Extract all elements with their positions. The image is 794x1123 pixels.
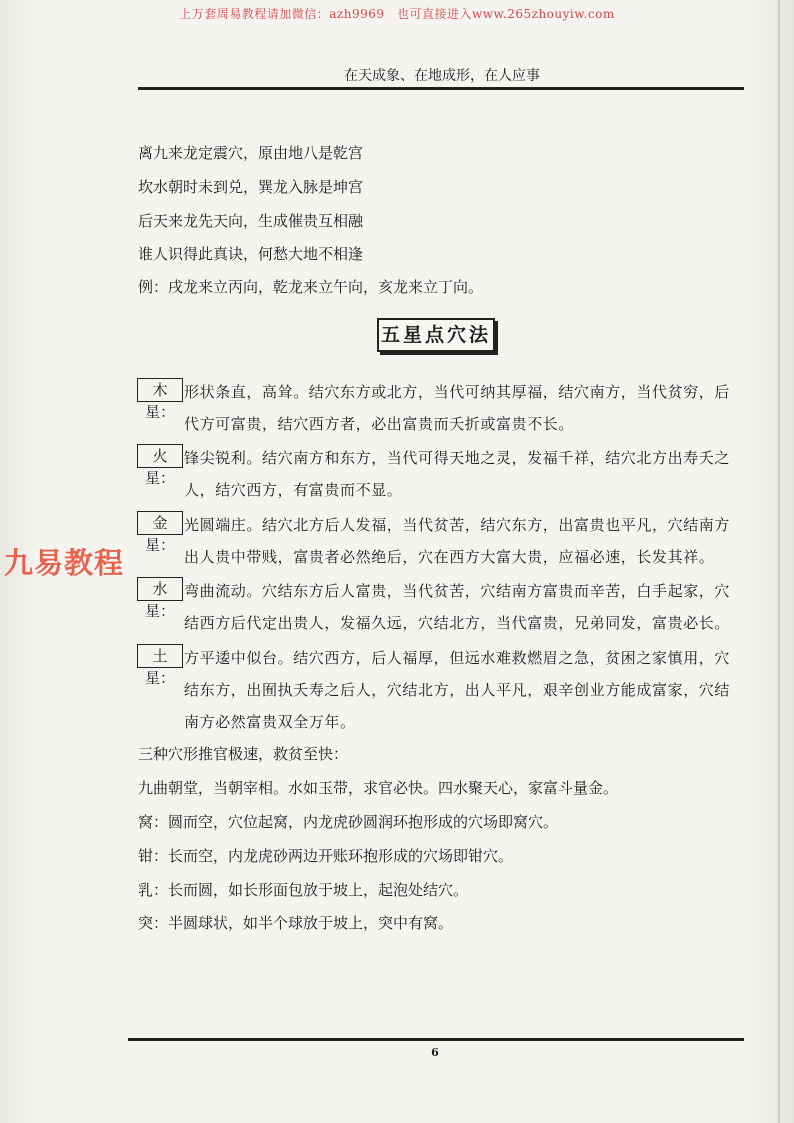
brand-watermark: 九易教程 xyxy=(4,546,125,580)
closing-line: 窝：圆而空，穴位起窝，内龙虎砂圆润环抱形成的穴场即窝穴。 xyxy=(138,813,559,831)
star-label-wood: 木星： xyxy=(137,378,183,402)
example-line: 例：戌龙来立丙向，乾龙来立午向，亥龙来立丁向。 xyxy=(138,278,484,296)
scan-edge xyxy=(778,0,780,1123)
verse-line: 谁人识得此真诀，何愁大地不相逢 xyxy=(138,245,364,263)
star-text-line: 方平逶中似台。结穴西方，后人福厚，但远水难救燃眉之急，贫困之家慎用，穴 xyxy=(184,649,731,667)
top-watermark: 上万套周易教程请加微信：azh9969 也可直接进入www.265zhouyiw.com xyxy=(179,7,615,21)
star-text-line: 弯曲流动。穴结东方后人富贵，当代贫苦，穴结南方富贵而辛苦，白手起家，穴 xyxy=(184,582,731,600)
star-label-fire: 火星： xyxy=(137,444,183,468)
page-number: 6 xyxy=(431,1046,439,1059)
closing-line: 乳：长而圆，如长形面包放于坡上，起泡处结穴。 xyxy=(138,881,469,899)
footer-rule xyxy=(128,1038,744,1041)
star-text-line: 结西方后代定出贵人，发福久远，穴结北方，当代富贵，兄弟同发，富贵必长。 xyxy=(184,614,731,632)
closing-line: 突：半圆球状，如半个球放于坡上，突中有窝。 xyxy=(138,914,454,932)
closing-line: 三种穴形推官极速，救贫至快： xyxy=(138,745,349,763)
star-text-line: 出人贵中带贱，富贵者必然绝后，穴在西方大富大贵，应福必速，长发其祥。 xyxy=(184,548,715,566)
running-header-title: 在天成象、在地成形，在人应事 xyxy=(344,68,540,84)
star-text-line: 南方必然富贵双全万年。 xyxy=(184,713,356,731)
star-text-line: 形状条直，高耸。结穴东方或北方，当代可纳其厚福，结穴南方，当代贫穷，后 xyxy=(184,383,731,401)
star-label-water: 水星： xyxy=(137,577,183,601)
header-rule xyxy=(138,87,744,90)
closing-line: 钳：长而空，内龙虎砂两边开账环抱形成的穴场即钳穴。 xyxy=(138,847,514,865)
star-label-metal: 金星： xyxy=(137,511,183,535)
verse-line: 坎水朝时未到兑，巽龙入脉是坤宫 xyxy=(138,178,364,196)
star-text-line: 光圆端庄。结穴北方后人发福，当代贫苦，结穴东方，出富贵也平凡，穴结南方 xyxy=(184,516,731,534)
closing-line: 九曲朝堂，当朝宰相。水如玉带，求官必快。四水聚天心，家富斗量金。 xyxy=(138,779,619,797)
verse-line: 离九来龙定震穴，原由地八是乾宫 xyxy=(138,144,364,162)
star-text-line: 人，结穴西方，有富贵而不显。 xyxy=(184,481,403,499)
star-text-line: 结东方，出囿执夭寿之后人，穴结北方，出人平凡，艰辛创业方能成富家，穴结 xyxy=(184,681,731,699)
star-label-earth: 土星： xyxy=(137,644,183,668)
section-title: 五星点穴法 xyxy=(377,318,495,352)
star-text-line: 锋尖锐利。结穴南方和东方，当代可得天地之灵，发福千祥，结穴北方出寿夭之 xyxy=(184,449,731,467)
verse-line: 后天来龙先天向，生成催贵互相融 xyxy=(138,212,364,230)
star-text-line: 代方可富贵，结穴西方者，必出富贵而夭折或富贵不长。 xyxy=(184,415,575,433)
